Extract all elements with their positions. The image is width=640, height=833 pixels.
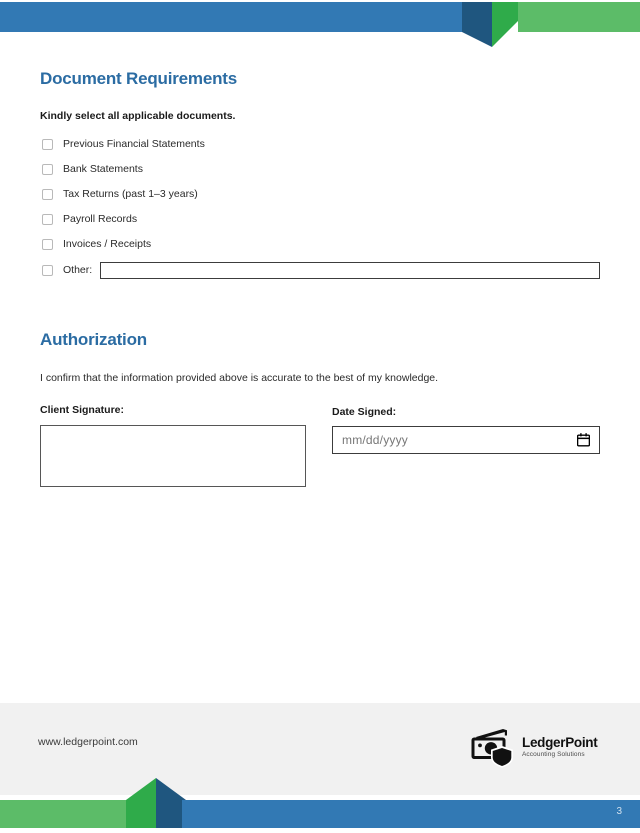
date-signed-input[interactable]	[332, 426, 600, 454]
document-requirements-section	[0, 69, 640, 284]
signature-date-row	[40, 404, 600, 487]
date-placeholder-text: mm/dd/yyyy	[342, 433, 409, 447]
checkbox-payroll-records[interactable]	[42, 214, 53, 225]
authorization-confirmation-text: I confirm that the information provided above is accurate to the best of my knowledge.	[40, 372, 439, 384]
logo-name: LedgerPoint	[522, 734, 598, 750]
logo-text-block	[522, 736, 597, 759]
header-green-bar	[518, 2, 640, 32]
list-item[interactable]	[40, 182, 600, 207]
document-requirements-title: Document Requirements	[40, 69, 238, 88]
checkbox-label: Invoices / Receipts	[63, 238, 152, 251]
checkbox-label: Bank Statements	[63, 163, 143, 176]
footer-website-url[interactable]: www.ledgerpoint.com	[38, 736, 138, 748]
calendar-icon[interactable]	[577, 433, 590, 447]
select-instruction-text: Kindly select all applicable documents.	[40, 110, 236, 122]
date-signed-label: Date Signed:	[332, 406, 397, 418]
footer-blue-notch	[156, 778, 186, 828]
page-content	[0, 55, 640, 487]
footer-blue-bar	[182, 800, 640, 828]
other-text-input[interactable]	[100, 262, 600, 279]
checkbox-invoices-receipts[interactable]	[42, 239, 53, 250]
footer-green-notch	[126, 778, 156, 828]
client-signature-label: Client Signature:	[40, 404, 125, 416]
list-item[interactable]	[40, 207, 600, 232]
footer-logo	[470, 726, 597, 768]
date-signed-field-group	[332, 404, 600, 487]
authorization-section	[0, 330, 640, 487]
checkbox-previous-financial-statements[interactable]	[42, 139, 53, 150]
list-item[interactable]	[40, 132, 600, 157]
list-item-other[interactable]	[40, 257, 600, 284]
document-checkbox-list	[40, 132, 600, 284]
footer-chevron-graphic	[0, 778, 640, 828]
client-signature-field-group	[40, 404, 308, 487]
checkbox-label: Tax Returns (past 1–3 years)	[63, 188, 198, 201]
logo-tagline: Accounting Solutions	[522, 751, 585, 759]
checkbox-label-other: Other:	[63, 264, 93, 277]
checkbox-tax-returns[interactable]	[42, 189, 53, 200]
footer-green-bar	[0, 800, 126, 828]
client-signature-input[interactable]	[40, 425, 306, 487]
header-blue-notch	[462, 2, 492, 47]
list-item[interactable]	[40, 157, 600, 182]
list-item[interactable]	[40, 232, 600, 257]
header-decorative-band	[0, 0, 640, 55]
authorization-title: Authorization	[40, 330, 147, 349]
checkbox-label: Previous Financial Statements	[63, 138, 205, 151]
header-blue-bar	[0, 2, 462, 32]
checkbox-other[interactable]	[42, 265, 53, 276]
footer-decorative-band	[0, 778, 640, 828]
page-number: 3	[616, 806, 622, 817]
checkbox-bank-statements[interactable]	[42, 164, 53, 175]
header-chevron-graphic	[0, 0, 640, 55]
cash-shield-icon	[470, 726, 518, 768]
header-green-notch	[492, 2, 522, 47]
checkbox-label: Payroll Records	[63, 213, 138, 226]
